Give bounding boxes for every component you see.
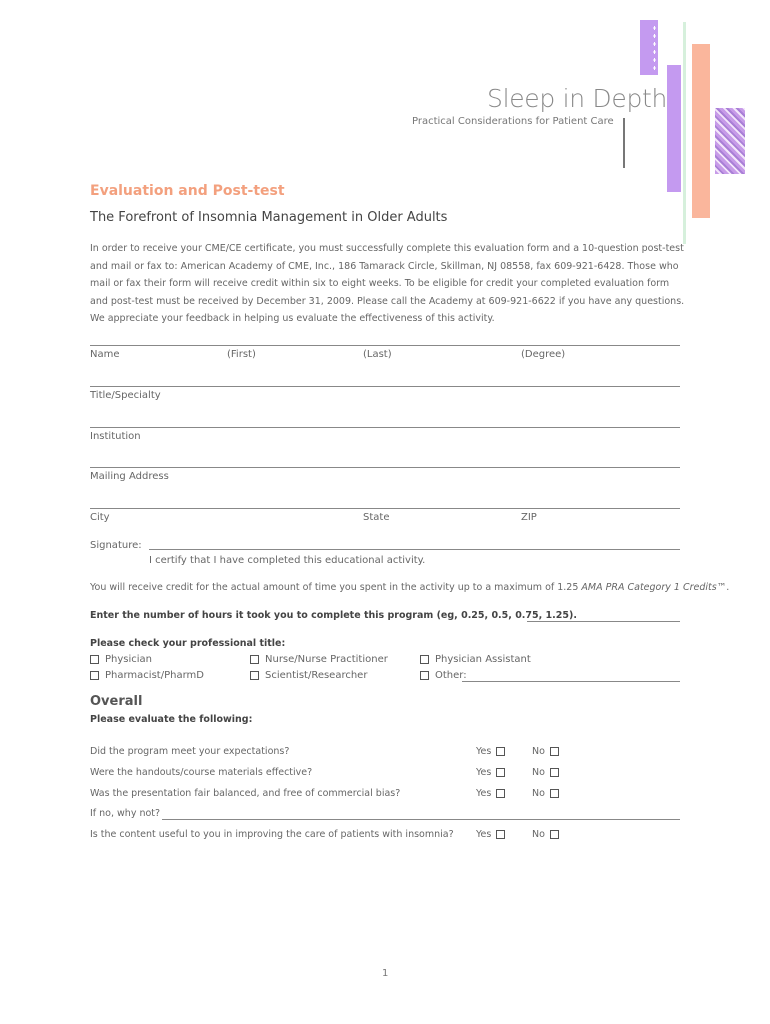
yes-label: Yes [476,829,492,840]
decorative-texture [715,108,745,174]
yes-checkbox[interactable] [496,768,505,777]
yes-label: Yes [476,746,492,757]
overall-heading: Overall [90,694,143,709]
document-subtitle: Practical Considerations for Patient Care [412,116,614,127]
option-label: Nurse/Nurse Practitioner [265,654,388,665]
option-label: Pharmacist/PharmD [105,670,204,681]
option-label: Physician Assistant [435,654,531,665]
decorative-bar-purple-top [640,20,658,75]
yes-checkbox[interactable] [496,747,505,756]
option-nurse[interactable] [250,654,388,665]
yes-option[interactable] [476,829,505,840]
degree-label: (Degree) [521,349,566,360]
checkbox-physician-assistant[interactable] [420,655,429,664]
no-checkbox[interactable] [550,768,559,777]
signature-field-line[interactable] [149,549,680,550]
checkbox-pharmacist[interactable] [90,671,99,680]
decorative-bar-peach [692,44,710,218]
yes-option[interactable] [476,746,505,757]
signature-label: Signature: [90,540,142,551]
institution-label: Institution [90,431,141,442]
no-label: No [532,746,545,757]
credit-note [90,582,729,593]
checkbox-other[interactable] [420,671,429,680]
mailing-address-field-line[interactable] [90,467,680,468]
other-input-line[interactable] [462,681,680,682]
question-handouts: Were the handouts/course materials effective? [90,767,313,778]
mailing-address-label: Mailing Address [90,471,169,482]
hours-input-line[interactable] [527,621,680,622]
credit-note-tm: ™. [716,582,730,593]
professional-title-heading: Please check your professional title: [90,638,286,649]
no-label: No [532,767,545,778]
option-label: Other: [435,670,467,681]
question-expectations: Did the program meet your expectations? [90,746,290,757]
why-not-input-line[interactable] [162,819,680,820]
name-field-line[interactable] [90,345,680,346]
no-option[interactable] [532,788,559,799]
no-checkbox[interactable] [550,789,559,798]
certify-statement: I certify that I have completed this educational activity. [149,555,426,566]
question-why-not: If no, why not? [90,808,161,819]
yes-checkbox[interactable] [496,830,505,839]
option-label: Physician [105,654,153,665]
no-option[interactable] [532,767,559,778]
document-title: Sleep in Depth [487,84,668,113]
last-name-label: (Last) [363,349,392,360]
yes-label: Yes [476,767,492,778]
option-label: Scientist/Researcher [265,670,368,681]
course-title: The Forefront of Insomnia Management in Older Adults [90,210,448,225]
decorative-bar-purple [667,65,681,192]
credit-note-italic: AMA PRA Category 1 Credits [581,582,717,593]
option-scientist[interactable] [250,670,367,681]
no-checkbox[interactable] [550,747,559,756]
no-label: No [532,829,545,840]
name-label: Name [90,349,120,360]
title-specialty-label: Title/Specialty [90,390,161,401]
hours-prompt: Enter the number of hours it took you to complete this program (eg, 0.25, 0.5, 0.75, 1.25). [90,610,577,621]
city-label: City [90,512,110,523]
yes-checkbox[interactable] [496,789,505,798]
option-physician[interactable] [90,654,152,665]
option-other[interactable] [420,670,467,681]
question-content-useful: Is the content useful to you in improving the care of patients with insomnia? [90,829,454,840]
evaluate-subheading: Please evaluate the following: [90,714,253,725]
city-state-zip-field-line[interactable] [90,508,680,509]
no-label: No [532,788,545,799]
intro-paragraph: In order to receive your CME/CE certificate, you must successfully complete this evaluation form and a 10-question post-test and mail or fax to: American Academy of CME, Inc., 186 Tamarack Circle, Skillman, NJ 08558, fax 609-921-6428. Those who mail or fax their form will receive credit within six to eight weeks. To be eligible for credit your completed evaluation form and post-test must be received by December 31, 2009. Please call the Academy at 609-921-6622 if you have any questions. We appreciate your feedback in helping us evaluate the effectiveness of this activity. [90,243,685,324]
no-checkbox[interactable] [550,830,559,839]
state-label: State [363,512,390,523]
first-name-label: (First) [227,349,256,360]
option-pharmacist[interactable] [90,670,204,681]
section-heading: Evaluation and Post-test [90,183,285,199]
decorative-bar-green [683,22,686,244]
institution-field-line[interactable] [90,427,680,428]
header-divider [623,118,625,168]
checkbox-scientist[interactable] [250,671,259,680]
title-specialty-field-line[interactable] [90,386,680,387]
checkbox-physician[interactable] [90,655,99,664]
yes-option[interactable] [476,767,505,778]
page-number: 1 [382,968,389,979]
option-physician-assistant[interactable] [420,654,531,665]
yes-label: Yes [476,788,492,799]
zip-label: ZIP [521,512,537,523]
no-option[interactable] [532,746,559,757]
question-fair-balanced: Was the presentation fair balanced, and free of commercial bias? [90,788,401,799]
credit-note-text: You will receive credit for the actual amount of time you spent in the activity up to a maximum of 1.25 [90,582,582,593]
yes-option[interactable] [476,788,505,799]
checkbox-nurse[interactable] [250,655,259,664]
no-option[interactable] [532,829,559,840]
